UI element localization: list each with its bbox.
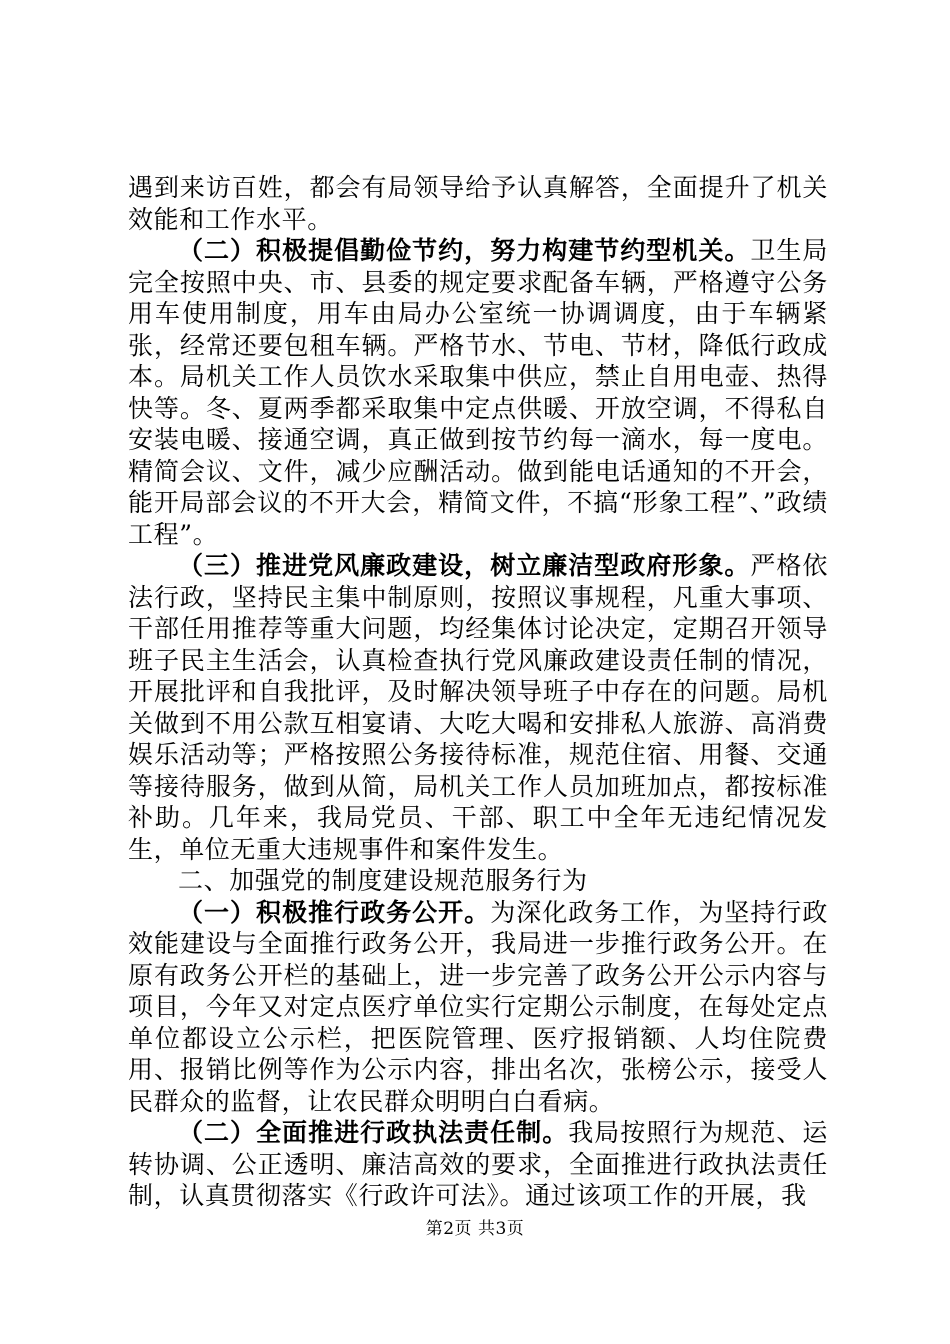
paragraph-lead: （一）积极推行政务公开。 xyxy=(178,897,491,927)
paragraph-clean-government xyxy=(128,550,828,865)
document-body xyxy=(128,172,828,1212)
paragraph-text: 为深化政务工作，为坚持行政效能建设与全面推行政务公开，我局进一步推行政务公开。在原有政务公开栏的基础上，进一步完善了政务公开公示内容与项目，今年又对定点医疗单位实行定期公示制度，在每处定点单位都设立公示栏，把医院管理、医疗报销额、人均住院费用、报销比例等作为公示内容，排出名次，张榜公示，接受人民群众的监督，让农民群众明明白白看病。 xyxy=(128,897,828,1116)
paragraph-law-enforcement xyxy=(128,1117,828,1212)
page-number-footer: 第2页 共3页 xyxy=(425,1219,525,1239)
paragraph-continuation xyxy=(128,172,828,235)
paragraph-lead: （二）全面推进行政执法责任制。 xyxy=(178,1118,569,1147)
paragraph-lead: （二）积极提倡勤俭节约，努力构建节约型机关。 xyxy=(178,236,751,265)
paragraph-open-affairs xyxy=(128,897,828,1118)
paragraph-text: 卫生局完全按照中央、市、县委的规定要求配备车辆，严格遵守公务用车使用制度，用车由局办公室统一协调调度，由于车辆紧张，经常还要包租车辆。严格节水、节电、节材，降低行政成本。局机关工作人员饮水采取集中供应，禁止自用电壶、热得快等。冬、夏两季都采取集中定点供暖、开放空调，不得私自安装电暖、接通空调，真正做到按节约每一滴水，每一度电。精简会议、文件，减少应酬活动。做到能电话通知的不开会，能开局部会议的不开大会，精简文件，不搞“形象工程”、”政绩工程”。 xyxy=(128,236,828,549)
paragraph-text: 遇到来访百姓，都会有局领导给予认真解答，全面提升了机关效能和工作水平。 xyxy=(128,173,828,234)
paragraph-text: 我局按照行为规范、运转协调、公正透明、廉洁高效的要求，全面推进行政执法责任制，认真贯彻落实《行政许可法》。通过该项工作的开展，我 xyxy=(128,1118,828,1210)
section-heading: 二、加强党的制度建设规范服务行为 xyxy=(178,866,588,895)
paragraph-lead: （三）推进党风廉政建设，树立廉洁型政府形象。 xyxy=(178,551,751,580)
paragraph-frugal-agency xyxy=(128,235,828,550)
paragraph-text: 严格依法行政，坚持民主集中制原则，按照议事规程，凡重大事项、干部任用推荐等重大问题，均经集体讨论决定，定期召开领导班子民主生活会，认真检查执行党风廉政建设责任制的情况，开展批评和自我批评，及时解决领导班子中存在的问题。局机关做到不用公款互相宴请、大吃大喝和安排私人旅游、高消费娱乐活动等；严格按照公务接待标准，规范住宿、用餐、交通等接待服务，做到从简，局机关工作人员加班加点，都按标准补助。几年来，我局党员、干部、职工中全年无违纪情况发生，单位无重大违规事件和案件发生。 xyxy=(128,551,828,864)
